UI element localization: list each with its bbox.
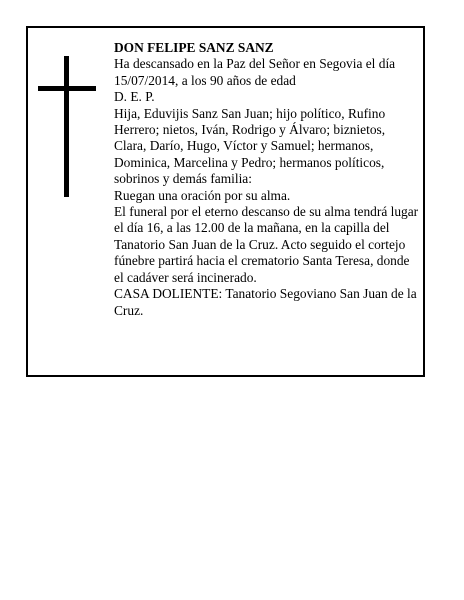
obituary-notice [26,26,425,377]
cross-horizontal-bar [38,86,96,91]
obituary-text [114,40,420,319]
family-list: Hija, Eduvijis Sanz San Juan; hijo político, Rufino Herrero; nietos, Iván, Rodrigo y Álvaro; biznietos, Clara, Darío, Hugo, Víctor y Samuel; hermanos, Dominica, Marcelina y Pedro; hermanos políticos, sobrinos y demás familia: [114,105,386,187]
cross-vertical-bar [64,56,69,197]
cross-icon [38,56,96,197]
deceased-name: DON FELIPE SANZ SANZ [114,40,274,55]
funeral-details: El funeral por el eterno descanso de su alma tendrá lugar el día 16, a las 12.00 de la mañana, en la capilla del Tanatorio San Juan de la Cruz. Acto seguido el cortejo fúnebre partirá hacia el crematorio Santa Teresa, donde el cadáver será incinerado. [114,204,419,285]
mourning-house: CASA DOLIENTE: Tanatorio Segoviano San Juan de la Cruz. [114,286,417,318]
prayer-request: Ruegan una oración por su alma. [114,187,291,203]
dep-line: D. E. P. [114,89,155,105]
announcement: Ha descansado en la Paz del Señor en Segovia el día 15/07/2014, a los 90 años de edad [114,56,396,88]
